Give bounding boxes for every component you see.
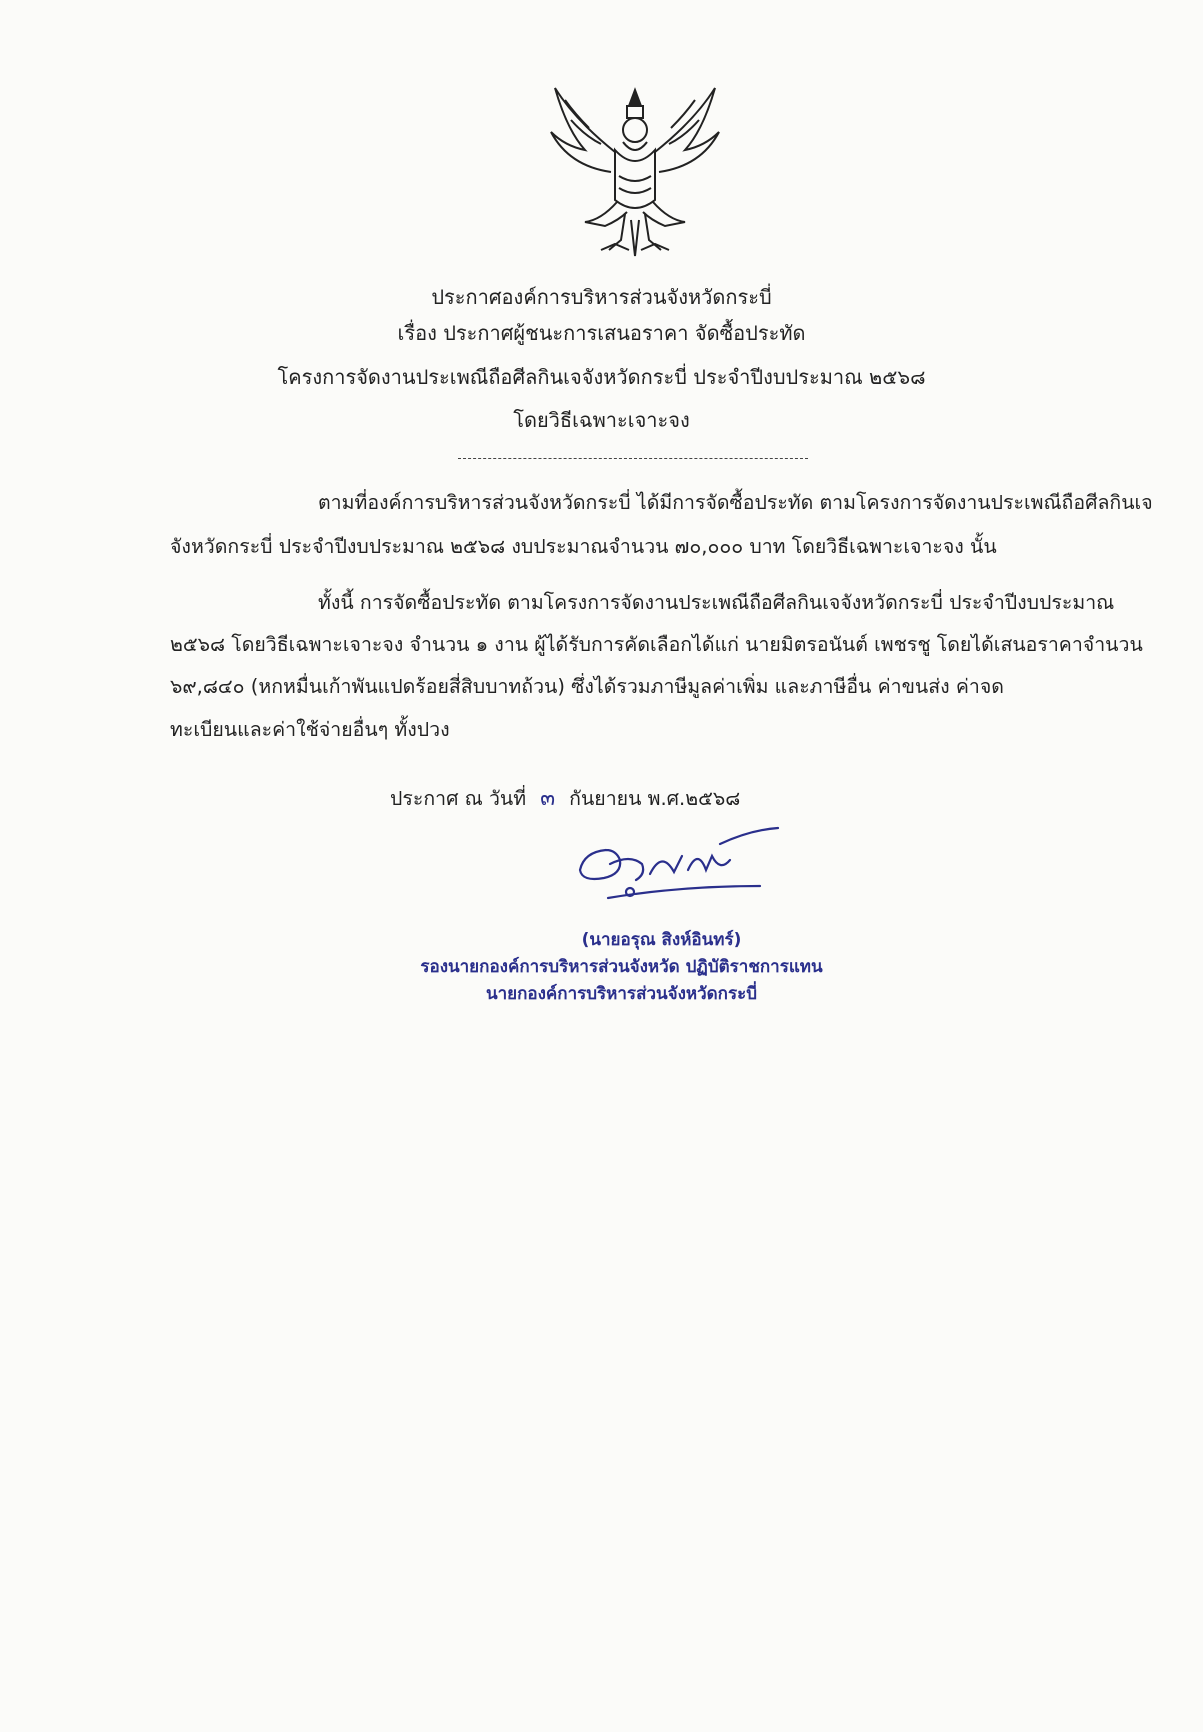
date-day-handwritten: ๓ bbox=[540, 786, 556, 811]
paragraph-1-line-1: ตามที่องค์การบริหารส่วนจังหวัดกระบี่ ได้มีการจัดซื้อประทัด ตามโครงการจัดงานประเพณีถือศีลกินเจ bbox=[318, 491, 1153, 514]
announcement-subject: เรื่อง ประกาศผู้ชนะการเสนอราคา จัดซื้อประทัด bbox=[397, 321, 806, 345]
paragraph-2-line-4: ทะเบียนและค่าใช้จ่ายอื่นๆ ทั้งปวง bbox=[170, 718, 450, 741]
signer-position: รองนายกองค์การบริหารส่วนจังหวัด ปฏิบัติราชการแทน bbox=[420, 957, 823, 977]
announcement-date bbox=[390, 780, 740, 815]
paragraph-2-line-3: ๖๙,๘๔๐ (หกหมื่นเก้าพันแปดร้อยสี่สิบบาทถ้วน) ซึ่งได้รวมภาษีมูลค่าเพิ่ม และภาษีอื่น ค่าขนส่ง ค่าจด bbox=[170, 675, 1004, 698]
paragraph-2-line-1: ทั้งนี้ การจัดซื้อประทัด ตามโครงการจัดงานประเพณีถือศีลกินเจจังหวัดกระบี่ ประจำปีงบประมาณ bbox=[318, 591, 1115, 614]
garuda-emblem-icon bbox=[545, 80, 725, 260]
signer-on-behalf-of: นายกองค์การบริหารส่วนจังหวัดกระบี่ bbox=[485, 984, 758, 1004]
procurement-method: โดยวิธีเฉพาะเจาะจง bbox=[513, 408, 690, 432]
signer-name: (นายอรุณ สิงห์อินทร์) bbox=[581, 930, 742, 950]
heading-divider bbox=[458, 458, 808, 459]
handwritten-signature bbox=[570, 820, 790, 910]
date-prefix: ประกาศ ณ วันที่ bbox=[390, 787, 527, 810]
project-title: โครงการจัดงานประเพณีถือศีลกินเจจังหวัดกระบี่ ประจำปีงบประมาณ ๒๕๖๘ bbox=[277, 365, 926, 389]
paragraph-1-line-2: จังหวัดกระบี่ ประจำปีงบประมาณ ๒๕๖๘ งบประมาณจำนวน ๗๐,๐๐๐ บาท โดยวิธีเฉพาะเจาะจง นั้น bbox=[170, 535, 997, 558]
announcement-issuer: ประกาศองค์การบริหารส่วนจังหวัดกระบี่ bbox=[431, 285, 772, 309]
paragraph-2-line-2: ๒๕๖๘ โดยวิธีเฉพาะเจาะจง จำนวน ๑ งาน ผู้ได้รับการคัดเลือกได้แก่ นายมิตรอนันต์ เพชรชู โดยได้เสนอราคาจำนวน bbox=[170, 633, 1143, 656]
date-month-year: กันยายน พ.ศ.๒๕๖๘ bbox=[569, 787, 741, 810]
